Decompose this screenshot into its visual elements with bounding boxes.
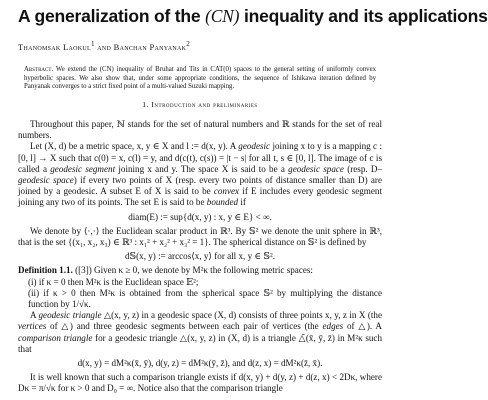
equation-comparison: d(x, y) = dM²κ(x̄, ȳ), d(y, z) = dM²κ(ȳ, z̄), and d(z, x) = dM²κ(z̄, x̄).: [77, 358, 323, 369]
author-1: Thanomsak Laokul: [18, 41, 91, 52]
section-heading: 1. Introduction and preliminaries: [142, 100, 258, 109]
authors-line: Thanomsak Laokul$^1$ and Banchan Panyanak$^2$: [18, 40, 191, 52]
author-2: Banchan Panyanak: [113, 41, 187, 52]
equation-spherical-distance: d𝕊(x, y) := arccos⟨x, y⟩ for all x, y ∈ 𝕊².: [125, 251, 275, 262]
definition-item-ii: (ii) if κ > 0 then M²κ is obtained from the spherical space 𝕊² by multiplying the distance function by 1/√κ.: [28, 287, 382, 310]
abstract-text: We extend the (CN) inequality of Bruhat and Tits in CAT(0) spaces to the general setting of uniformly convex hyperbolic spaces. We also show that, under some appropriate conditions, the sequence of Ishikawa iteration defined by Panyanak converges to a strict fixed point of a multi-valued Suzuki mapping.: [24, 66, 376, 91]
paragraph-5: It is well known that such a comparison triangle exists if d(x, y) + d(y, z) + d(z, x) < 2Dκ, where Dκ = π/√κ for κ > 0 and D₀ = ∞. Notice also that the comparison triangle: [18, 372, 382, 394]
paragraph-1: Throughout this paper, ℕ stands for the set of natural numbers and ℝ stands for the set of real numbers.: [18, 119, 382, 141]
paragraph-3: We denote by ⟨·,·⟩ the Euclidean scalar product in ℝ³. By 𝕊² we denote the unit sphere in ℝ³, that is the set {(x₁, x₂, x₃) ∈ ℝ³ : x₁² + x₂² + x₃² = 1}. The spherical distance on 𝕊² is defined by: [18, 225, 382, 248]
paper-title: A generalization of the (CN) inequality and its applications: [18, 6, 488, 26]
paragraph-4: A geodesic triangle △(x, y, z) in a geodesic space (X, d) consists of three points x, y, z in X (the vertices of △) and three geodesic segments between each pair of vertices (the edges of △). A comparison triangle for a geodesic triangle △(x, y, z) in (X, d) is a triangle △̄(x̄, ȳ, z̄) in M²κ such that: [18, 310, 382, 354]
equation-diam: diam(E) := sup{d(x, y) : x, y ∈ E} < ∞.: [128, 211, 272, 222]
abstract: [24, 66, 376, 92]
title-cn: (CN): [205, 6, 240, 26]
paper-body: [18, 119, 382, 395]
authors-and: and: [97, 41, 112, 52]
definition-1-1: Definition 1.1. ([3]) Given κ ≥ 0, we denote by M²κ the following metric spaces:: [18, 265, 313, 276]
paragraph-2: Let (X, d) be a metric space, x, y ∈ X and l := d(x, y). A geodesic joining x to y is a mapping c : [0, l] → X such that c(0) = x, c(l) = y, and d(c(t), c(s)) = |t − s| for all t, s ∈ [0, l]. The image of c is called a geodesic segment joining x and y. The space X is said to be a geodesic space (resp. D–geodesic space) if every two points of X (resp. every two points of distance smaller than D) are joined by a geodesic. A subset E of X is said to be convex if E includes every geodesic segment joining any two of its points. The set E is said to be bounded if: [18, 141, 383, 208]
definition-item-i: (i) if κ = 0 then M²κ is the Euclidean space 𝔼²;: [28, 276, 199, 287]
abstract-label: Abstract.: [24, 66, 54, 73]
